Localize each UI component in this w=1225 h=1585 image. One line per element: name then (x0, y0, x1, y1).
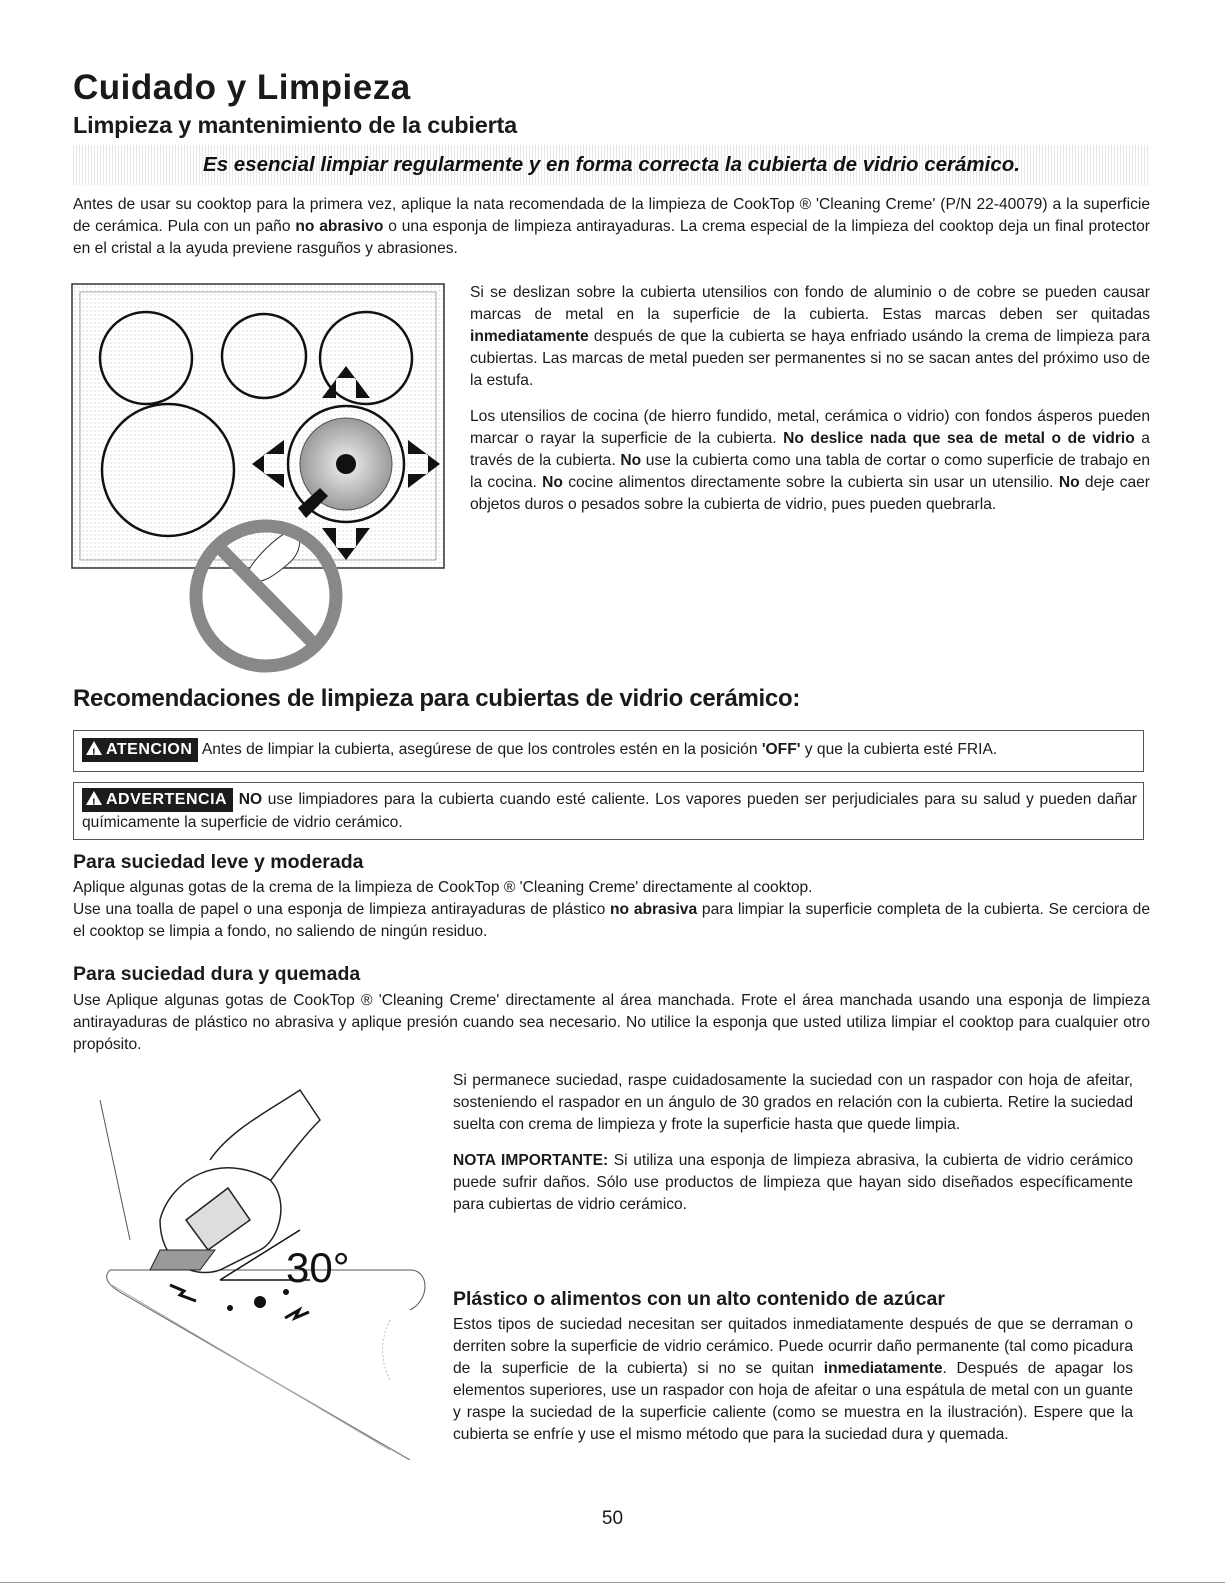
metal-marks-column (470, 282, 1150, 530)
metal-marks-paragraph: Si se deslizan sobre la cubierta utensilios con fondo de aluminio o de cobre se pueden causar marcas de metal en la superficie de la cubierta. Estas marcas deben ser quitadas inmediatamente después de que la cubierta se haya enfriado usándo la crema de limpieza para cubiertas. Las marcas de metal pueden ser permanentes si no se sacan antes del próximo uso de la estufa. (470, 284, 1150, 389)
warning-box: !ADVERTENCIA NO use limpiadores para la cubierta cuando esté caliente. Los vapores pueden ser perjudiciales para su salud y pueden dañar químicamente la superficie de vidrio cerámico. (73, 782, 1144, 840)
warning-triangle-icon (86, 741, 102, 755)
page-title: Cuidado y Limpieza (73, 68, 411, 107)
warning-badge: !ADVERTENCIA (82, 788, 233, 812)
sugar-paragraph: Estos tipos de suciedad necesitan ser quitados inmediatamente después de que se derraman o derriten sobre la superficie de vidrio cerámico. Puede ocurrir daño permanente (tal como picadura de la superficie de la cubierta) si no se quitan inmediatamente. Después de apagar los elementos superiores, use un raspador con hoja de afeitar o una espátula de metal con un guante y raspe la suciedad de la superficie caliente (como se muestra en la ilustración). Espere que la cubierta se enfríe y use el mismo método que para la suciedad dura y quemada. (453, 1316, 1133, 1443)
light-soil-heading: Para suciedad leve y moderada (73, 851, 364, 873)
light-soil-paragraph: Aplique algunas gotas de la crema de la limpieza de CookTop ® 'Cleaning Creme' directamente al cooktop. Use una toalla de papel o una esponja de limpieza antirayaduras de plástico no abrasiva para limpiar la superficie completa de la cubierta. Se cerciora de el cooktop se limpia a fondo, no saliendo de ningún residuo. (73, 879, 1151, 940)
banner (73, 145, 1150, 185)
angle-label: 30° (286, 1244, 350, 1291)
intro-paragraph: Antes de usar su cooktop para la primera vez, aplique la nata recomendada de la limpieza de CookTop ® 'Cleaning Creme' (P/N 22-40079) a la superficie de cerámica. Pula con un paño no abrasivo o una esponja de limpieza antirayaduras. La crema especial de la limpieza del cooktop deja un final protector en el cristal a la ayuda previene rasguños y abrasiones. (73, 196, 1150, 257)
cooktop-no-slide-illustration (66, 278, 452, 680)
page-number: 50 (601, 1508, 624, 1529)
heavy-soil-paragraph: Use Aplique algunas gotas de CookTop ® 'Cleaning Creme' directamente al área manchada. Frote el área manchada usando una esponja de limpieza antirayaduras de plástico no abrasiva y aplique presión cuando sea necesario. No utilice la esponja que usted utiliza limpiar el cooktop para cualquier otro propósito. (73, 992, 1150, 1053)
important-note: NOTA IMPORTANTE: Si utiliza una esponja de limpieza abrasiva, la cubierta de vidrio cerámico puede sufrir daños. Sólo use productos de limpieza que hayan sido diseñados específicamente para cubiertas de vidrio cerámico. (453, 1152, 1133, 1213)
caution-badge: !ATENCION (82, 738, 198, 762)
banner-text: Es esencial limpiar regularmente y en forma correcta la cubierta de vidrio cerámico. (203, 153, 1020, 176)
bottom-rule (0, 1582, 1225, 1583)
recommendations-heading: Recomendaciones de limpieza para cubiertas de vidrio cerámico: (73, 685, 801, 712)
scraper-column (453, 1070, 1133, 1230)
warning-triangle-icon (86, 791, 102, 805)
sugar-heading: Plástico o alimentos con un alto contenido de azúcar (453, 1288, 945, 1310)
section-subtitle: Limpieza y mantenimiento de la cubierta (73, 112, 518, 138)
scraper-30-degree-illustration (90, 1070, 440, 1460)
rough-pans-paragraph: Los utensilios de cocina (de hierro fundido, metal, cerámica o vidrio) con fondos ásperos pueden marcar o rayar la superficie de la cubierta. No deslice nada que sea de metal o de vidrio a través de la cubierta. No use la cubierta como una tabla de cortar o como superficie de trabajo en la cocina. No cocine alimentos directamente sobre la cubierta sin usar un utensilio. No deje caer objetos duros o pesados sobre la cubierta de vidrio, pues pueden quebrarla. (470, 408, 1150, 513)
scraper-paragraph: Si permanece suciedad, raspe cuidadosamente la suciedad con un raspador con hoja de afeitar, sosteniendo el raspador en un ángulo de 30 grados en relación con la cubierta. Retire la suciedad suelta con crema de limpieza y frote la superficie hasta que quede limpia. (453, 1072, 1133, 1133)
heavy-soil-heading: Para suciedad dura y quemada (73, 963, 361, 985)
caution-box: !ATENCION Antes de limpiar la cubierta, asegúrese de que los controles estén en la posición 'OFF' y que la cubierta esté FRIA. (73, 730, 1144, 772)
